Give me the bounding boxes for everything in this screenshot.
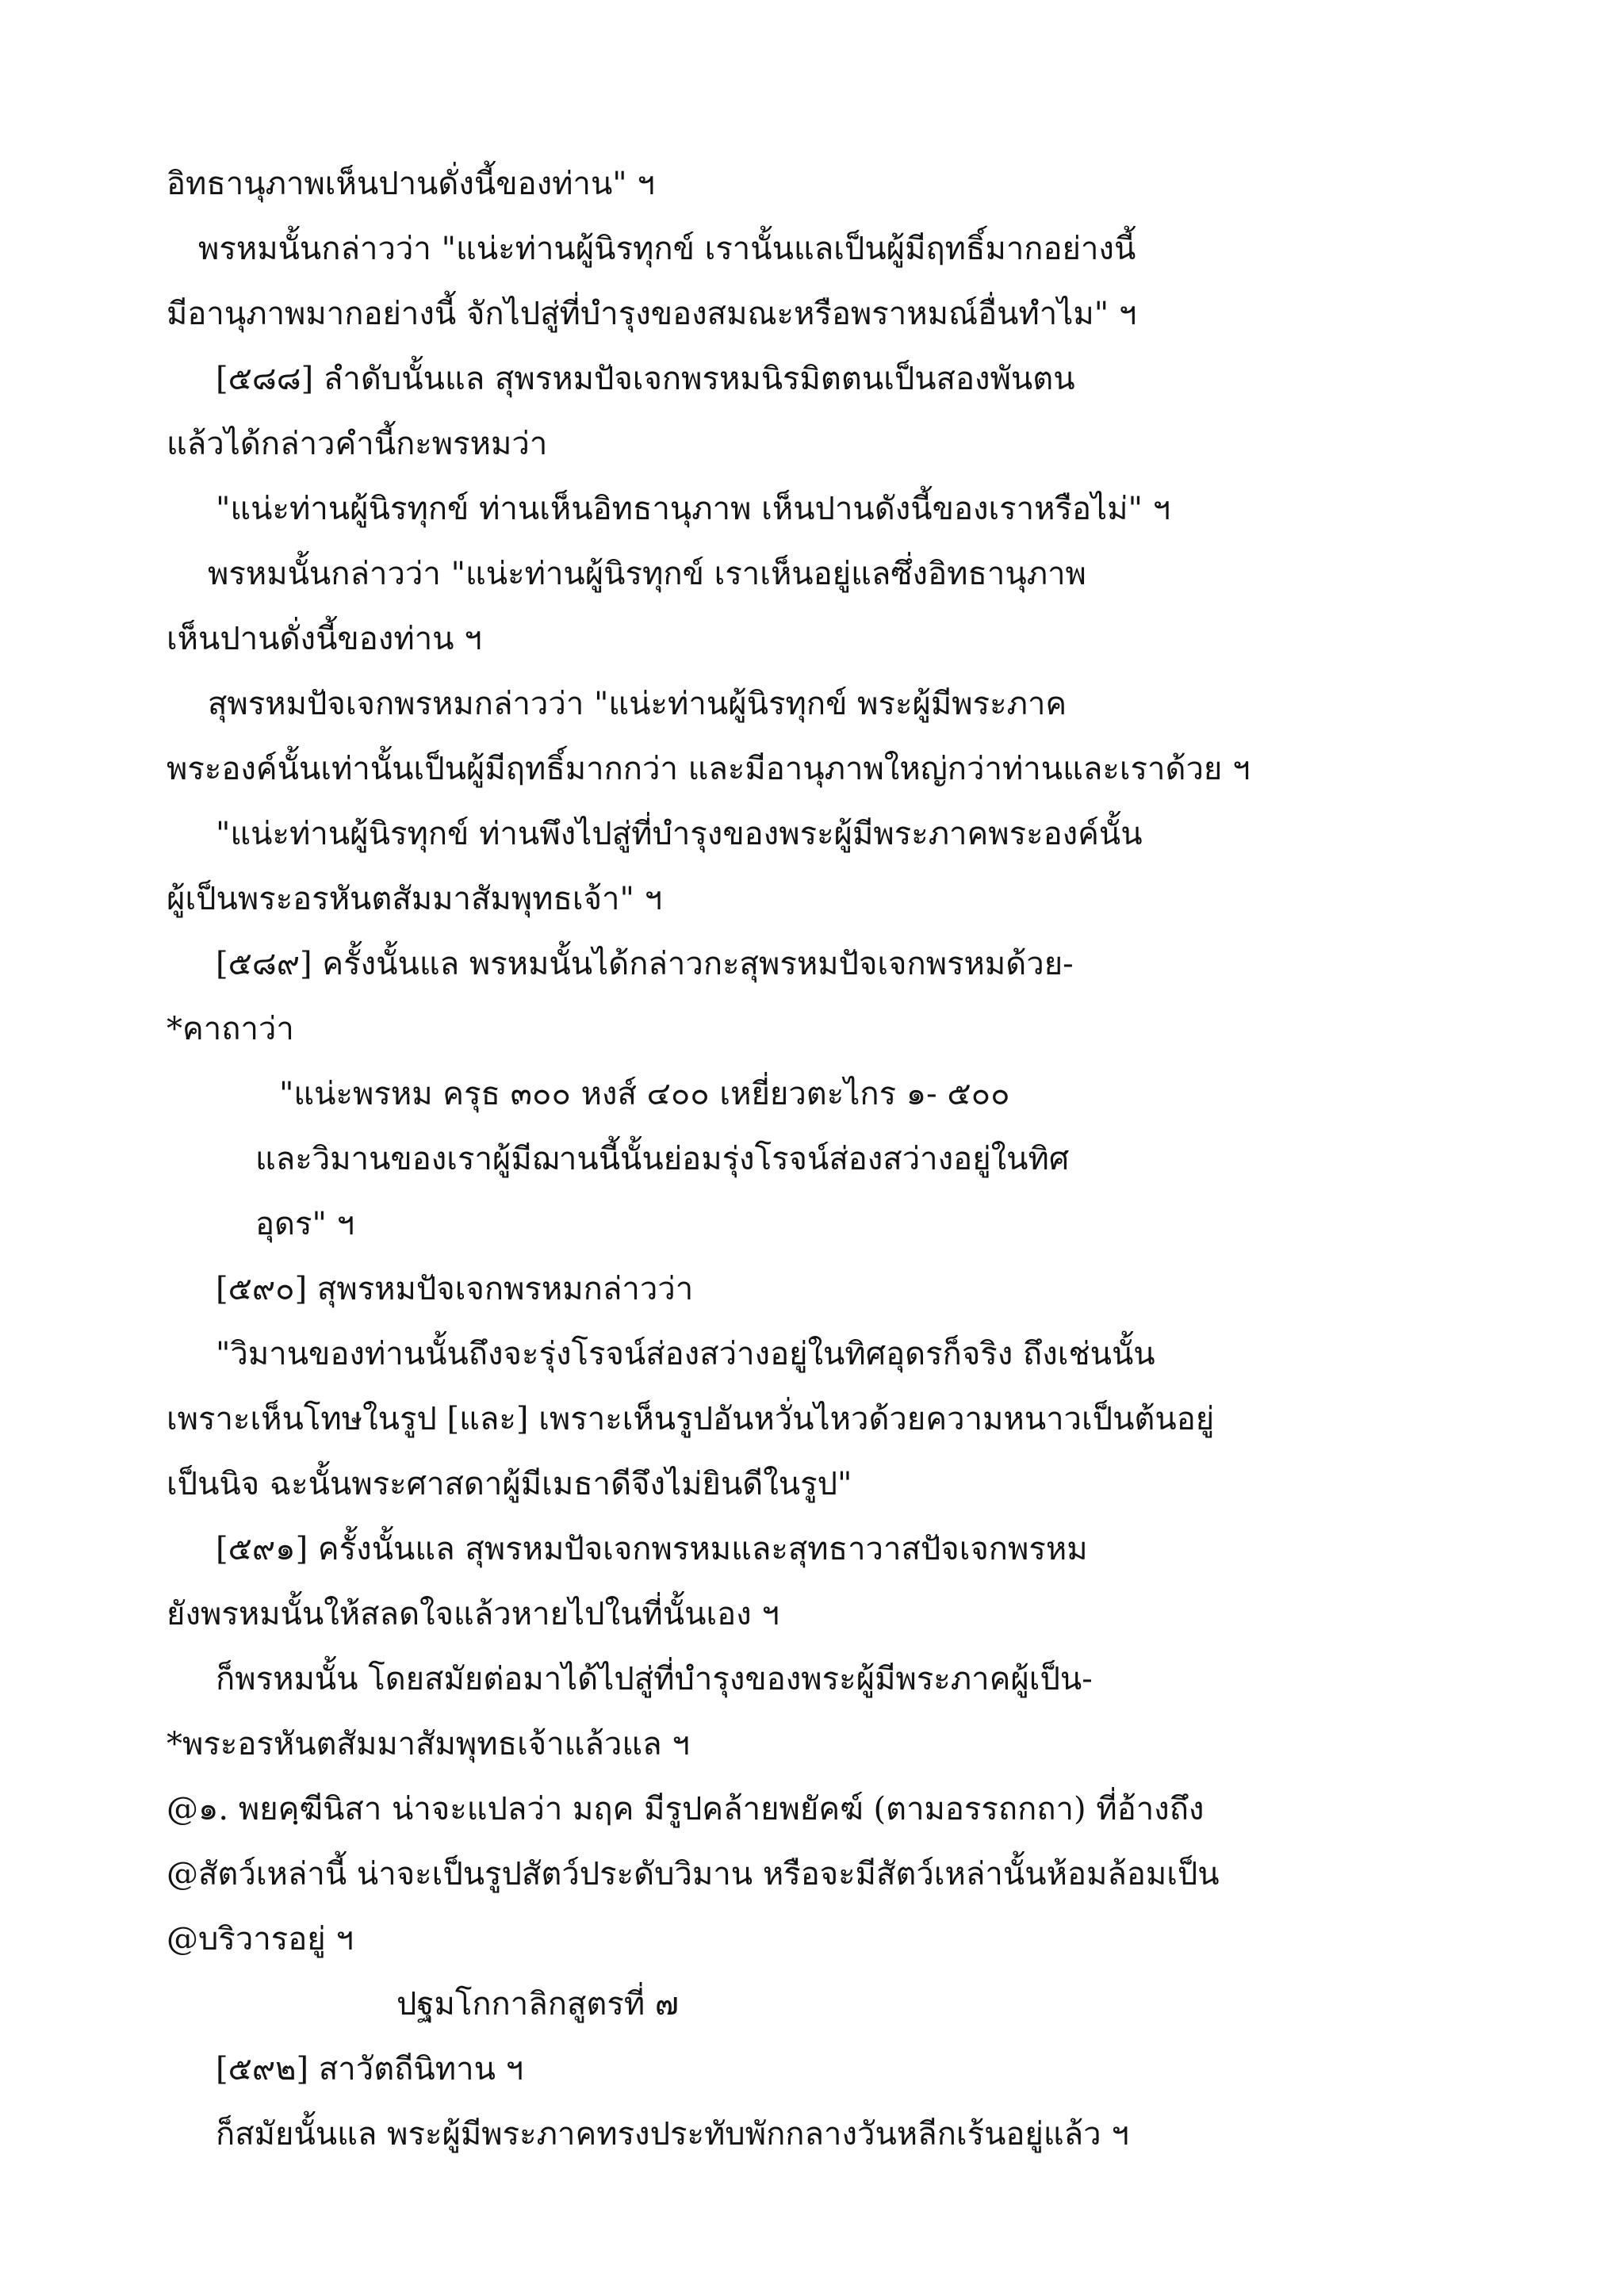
text-line: ยังพรหมนั้นให้สลดใจแล้วหายไปในที่นั้นเอง ฯ xyxy=(167,1596,779,1632)
text-line: [๕๙๑] ครั้งนั้นแล สุพรหมปัจเจกพรหมและสุทธาวาสปัจเจกพรหม xyxy=(216,1531,1088,1567)
text-line: *พระอรหันตสัมมาสัมพุทธเจ้าแล้วแล ฯ xyxy=(167,1726,690,1762)
text-line: [๕๙๒] สาวัตถีนิทาน ฯ xyxy=(216,2051,524,2087)
verse-line: อุดร" ฯ xyxy=(255,1206,355,1242)
text-line: แล้วได้กล่าวคำนี้กะพรหมว่า xyxy=(167,426,548,462)
text-line: พรหมนั้นกล่าวว่า "แน่ะท่านผู้นิรทุกข์ เราเห็นอยู่แลซึ่งอิทธานุภาพ xyxy=(208,556,1086,592)
sutta-title: ปฐมโกกาลิกสูตรที่ ๗ xyxy=(396,1986,679,2022)
footnote-line: @๑. พยคฺฆีนิสา น่าจะแปลว่า มฤค มีรูปคล้ายพยัคฆ์ (ตามอรรถกถา) ที่อ้างถึง xyxy=(167,1791,1205,1827)
text-line: อิทธานุภาพเห็นปานดั่งนี้ของท่าน" ฯ xyxy=(167,166,655,202)
text-line: ก็สมัยนั้นแล พระผู้มีพระภาคทรงประทับพักกลางวันหลีกเร้นอยู่แล้ว ฯ xyxy=(216,2116,1129,2152)
text-line: "แน่ะท่านผู้นิรทุกข์ ท่านเห็นอิทธานุภาพ เห็นปานดังนี้ของเราหรือไม่" ฯ xyxy=(216,491,1171,527)
text-line: พระองค์นั้นเท่านั้นเป็นผู้มีฤทธิ์มากกว่า และมีอานุภาพใหญ่กว่าท่านและเราด้วย ฯ xyxy=(167,751,1251,787)
text-line: [๕๘๙] ครั้งนั้นแล พรหมนั้นได้กล่าวกะสุพรหมปัจเจกพรหมด้วย- xyxy=(216,946,1074,982)
text-line: ผู้เป็นพระอรหันตสัมมาสัมพุทธเจ้า" ฯ xyxy=(167,881,663,917)
text-line: เป็นนิจ ฉะนั้นพระศาสดาผู้มีเมธาดีจึงไม่ยินดีในรูป" xyxy=(167,1466,852,1502)
footnote-line: @สัตว์เหล่านี้ น่าจะเป็นรูปสัตว์ประดับวิมาน หรือจะมีสัตว์เหล่านั้นห้อมล้อมเป็น xyxy=(167,1856,1220,1892)
text-line: สุพรหมปัจเจกพรหมกล่าวว่า "แน่ะท่านผู้นิรทุกข์ พระผู้มีพระภาค xyxy=(208,686,1067,722)
text-line: [๕๙๐] สุพรหมปัจเจกพรหมกล่าวว่า xyxy=(216,1271,694,1307)
verse-line: และวิมานของเราผู้มีฌานนี้นั้นย่อมรุ่งโรจน์ส่องสว่างอยู่ในทิศ xyxy=(255,1141,1070,1177)
footnote-line: @บริวารอยู่ ฯ xyxy=(167,1921,354,1957)
text-line: เพราะเห็นโทษในรูป [และ] เพราะเห็นรูปอันหวั่นไหวด้วยความหนาวเป็นต้นอยู่ xyxy=(167,1401,1215,1437)
text-line: พรหมนั้นกล่าวว่า "แน่ะท่านผู้นิรทุกข์ เรานั้นแลเป็นผู้มีฤทธิ์มากอย่างนี้ xyxy=(198,231,1136,267)
text-line: "แน่ะท่านผู้นิรทุกข์ ท่านพึงไปสู่ที่บำรุงของพระผู้มีพระภาคพระองค์นั้น xyxy=(216,816,1143,852)
text-line: *คาถาว่า xyxy=(167,1011,294,1047)
text-line: มีอานุภาพมากอย่างนี้ จักไปสู่ที่บำรุงของสมณะหรือพราหมณ์อื่นทำไม" ฯ xyxy=(167,296,1137,332)
text-line: เห็นปานดั่งนี้ของท่าน ฯ xyxy=(167,621,482,657)
verse-line: "แน่ะพรหม ครุธ ๓๐๐ หงส์ ๔๐๐ เหยี่ยวตะไกร ๑- ๕๐๐ xyxy=(279,1076,1010,1112)
text-line: "วิมานของท่านนั้นถึงจะรุ่งโรจน์ส่องสว่างอยู่ในทิศอุดรก็จริง ถึงเช่นนั้น xyxy=(216,1336,1155,1372)
text-line: [๕๘๘] ลำดับนั้นแล สุพรหมปัจเจกพรหมนิรมิตตนเป็นสองพันตน xyxy=(216,361,1075,397)
text-line: ก็พรหมนั้น โดยสมัยต่อมาได้ไปสู่ที่บำรุงของพระผู้มีพระภาคผู้เป็น- xyxy=(216,1661,1093,1697)
